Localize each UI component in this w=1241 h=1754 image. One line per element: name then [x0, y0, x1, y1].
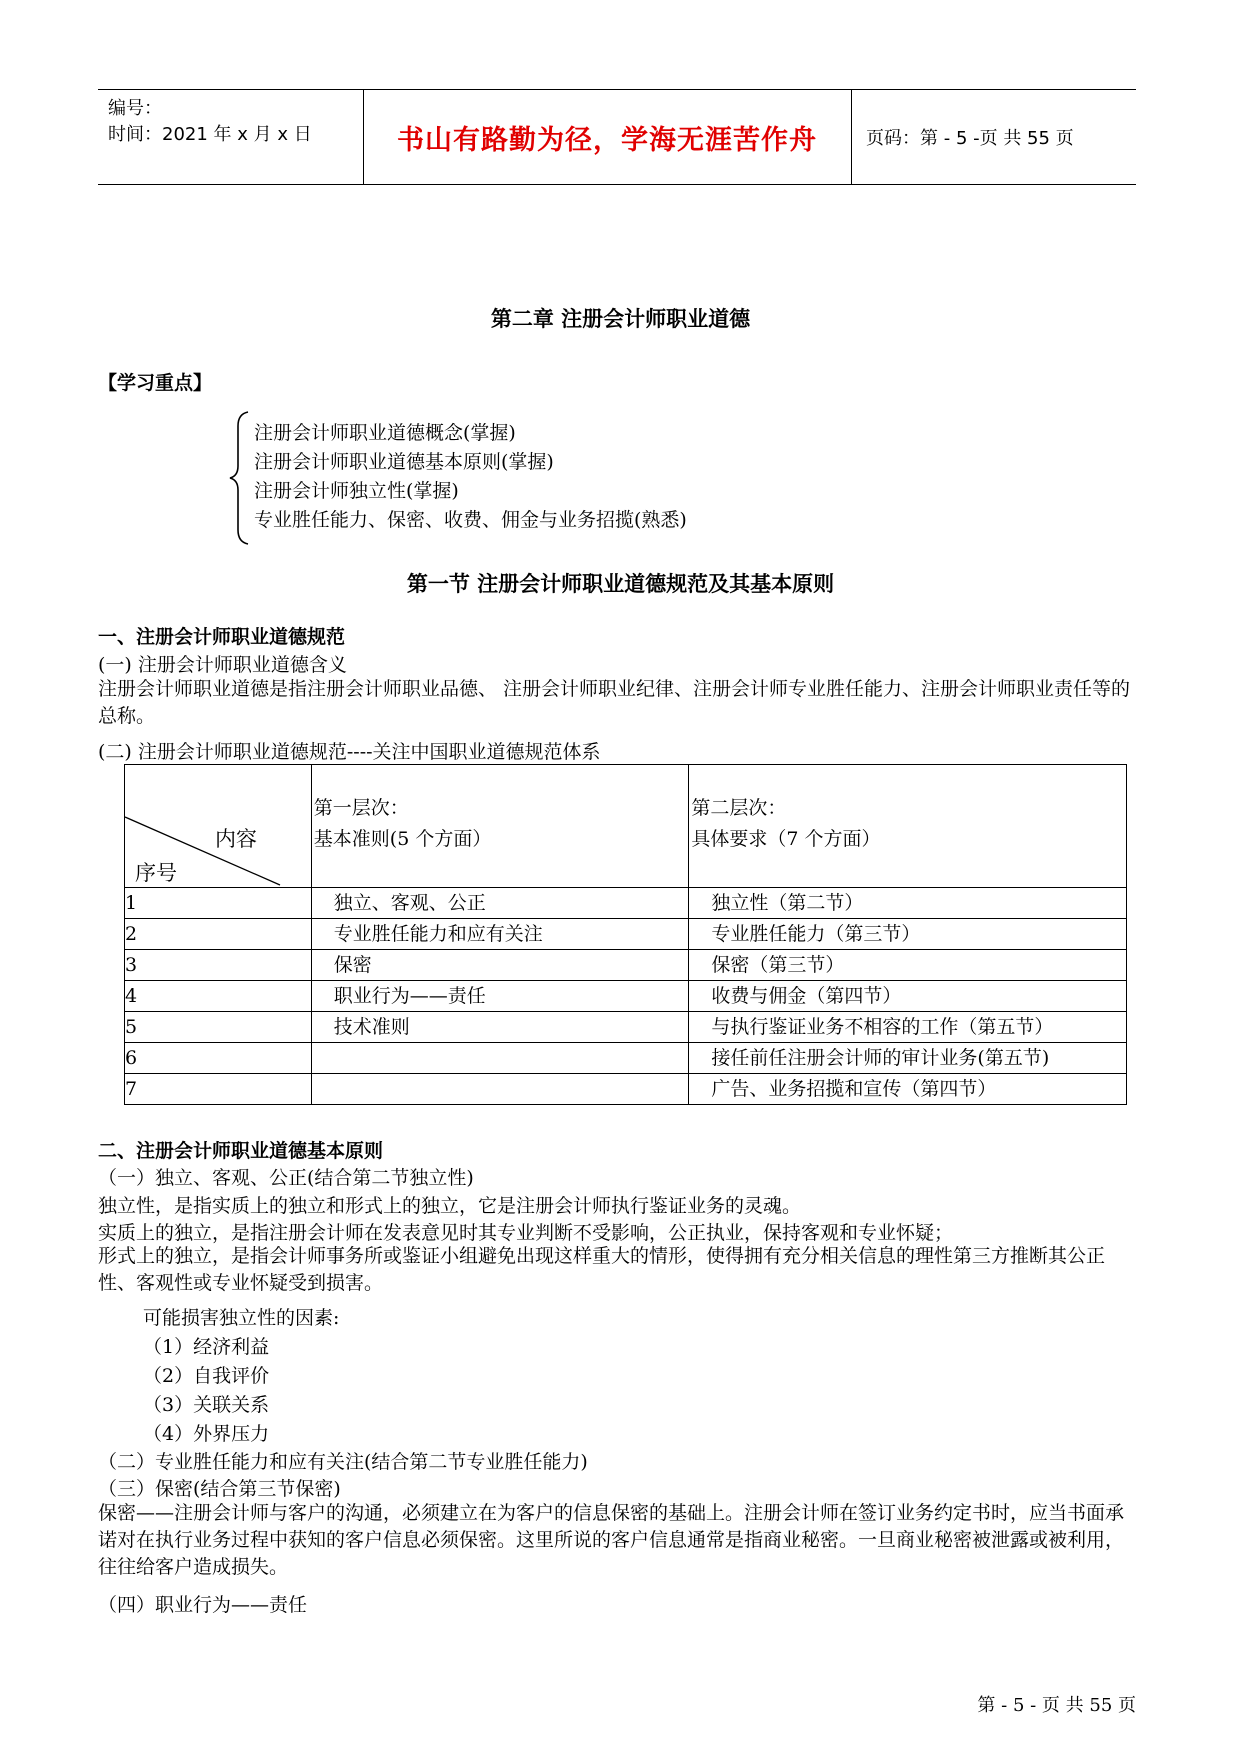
time-label: 时间：2021 年 x 月 x 日 [108, 124, 312, 145]
corner-serial-label: 序号 [135, 861, 177, 885]
col1-head-line: 第一层次： [313, 797, 409, 819]
corner-content-label: 内容 [215, 827, 257, 851]
part2-paragraph: 独立性，是指实质上的独立和形式上的独立，它是注册会计师执行鉴证业务的灵魂。 [98, 1195, 802, 1217]
row-specific: 保密（第三节） [689, 950, 1127, 981]
table-corner-cell [125, 765, 312, 888]
row-specific: 广告、业务招揽和宣传（第四节） [689, 1074, 1127, 1105]
key-point-item: 注册会计师职业道德基本原则(掌握) [254, 451, 554, 473]
table-row [125, 1074, 1127, 1105]
table-col2-head [689, 765, 1127, 888]
table-row [125, 1012, 1127, 1043]
row-basic [311, 1074, 689, 1105]
col2-head-line: 第二层次： [691, 797, 787, 819]
row-specific: 接任前任注册会计师的审计业务(第五节) [689, 1043, 1127, 1074]
factor-item: （3）关联关系 [143, 1394, 270, 1416]
part2-sub4: （四）职业行为——责任 [98, 1594, 308, 1616]
part1-sub1-text: 注册会计师职业道德是指注册会计师职业品德、 注册会计师职业纪律、注册会计师专业胜任能力、注册会计师职业责任等的总称。 [98, 678, 1131, 727]
header-motto: 书山有路勤为径，学海无涯苦作舟 [397, 125, 817, 156]
row-specific: 与执行鉴证业务不相容的工作（第五节） [689, 1012, 1127, 1043]
part2-sub2: （二）专业胜任能力和应有关注(结合第二节专业胜任能力) [98, 1451, 588, 1473]
part2-paragraph: 形式上的独立，是指会计师事务所或鉴证小组避免出现这样重大的情形，使得拥有充分相关信息的理性第三方推断其公正性、客观性或专业怀疑受到损害。 [98, 1245, 1106, 1294]
row-specific: 独立性（第二节） [689, 888, 1127, 919]
header-meta [108, 96, 312, 148]
part2-paragraph: 实质上的独立，是指注册会计师在发表意见时其专业判断不受影响，公正执业，保持客观和专业怀疑； [98, 1222, 954, 1244]
part1-heading: 一、注册会计师职业道德规范 [98, 626, 346, 648]
part1-sub1: (一) 注册会计师职业道德含义 [98, 654, 347, 676]
page-header [98, 89, 1136, 185]
brace-icon [228, 410, 252, 546]
table-row [125, 950, 1127, 981]
factor-item: （1）经济利益 [143, 1336, 270, 1358]
row-number: 6 [125, 1043, 312, 1074]
part2-sub3: （三）保密(结合第三节保密) [98, 1478, 341, 1500]
chapter-title: 第二章 注册会计师职业道德 [490, 307, 751, 331]
part1-sub2: (二) 注册会计师职业道德规范----关注中国职业道德规范体系 [98, 741, 601, 763]
ethics-norms-table [124, 764, 1127, 1105]
key-points-heading: 【学习重点】 [98, 372, 213, 394]
key-point-item: 注册会计师职业道德概念(掌握) [254, 422, 516, 444]
col2-head-line: 具体要求（7 个方面） [691, 828, 881, 850]
row-number: 1 [125, 888, 312, 919]
serial-label: 编号： [108, 98, 162, 119]
factors-intro: 可能损害独立性的因素: [143, 1307, 340, 1329]
row-basic: 保密 [311, 950, 689, 981]
col1-head-line: 基本准则(5 个方面） [313, 828, 492, 850]
row-basic: 独立、客观、公正 [311, 888, 689, 919]
header-page-number: 页码：第 - 5 -页 共 55 页 [866, 128, 1074, 149]
table-row [125, 1043, 1127, 1074]
row-basic [311, 1043, 689, 1074]
row-number: 5 [125, 1012, 312, 1043]
part2-heading: 二、注册会计师职业道德基本原则 [98, 1140, 384, 1162]
section-title: 第一节 注册会计师职业道德规范及其基本原则 [406, 572, 835, 596]
key-point-item: 注册会计师独立性(掌握) [254, 480, 459, 502]
table-row [125, 888, 1127, 919]
row-specific: 专业胜任能力（第三节） [689, 919, 1127, 950]
key-point-item: 专业胜任能力、保密、收费、佣金与业务招揽(熟悉) [254, 509, 687, 531]
row-basic: 技术准则 [311, 1012, 689, 1043]
row-specific: 收费与佣金（第四节） [689, 981, 1127, 1012]
row-number: 7 [125, 1074, 312, 1105]
row-number: 4 [125, 981, 312, 1012]
table-header-row [125, 765, 1127, 888]
row-basic: 专业胜任能力和应有关注 [311, 919, 689, 950]
row-basic: 职业行为——责任 [311, 981, 689, 1012]
page-footer: 第 - 5 - 页 共 55 页 [977, 1695, 1136, 1716]
table-col1-head [311, 765, 689, 888]
header-divider [851, 90, 852, 184]
table-row [125, 919, 1127, 950]
factor-item: （4）外界压力 [143, 1423, 270, 1445]
factor-item: （2）自我评价 [143, 1365, 270, 1387]
table-row [125, 981, 1127, 1012]
part2-sub1: （一）独立、客观、公正(结合第二节独立性) [98, 1167, 474, 1189]
row-number: 3 [125, 950, 312, 981]
part2-paragraph: 保密——注册会计师与客户的沟通，必须建立在为客户的信息保密的基础上。注册会计师在签订业务约定书时，应当书面承诺对在执行业务过程中获知的客户信息必须保密。这里所说的客户信息通常是指商业秘密。一旦商业秘密被泄露或被利用，往往给客户造成损失。 [98, 1502, 1125, 1578]
row-number: 2 [125, 919, 312, 950]
